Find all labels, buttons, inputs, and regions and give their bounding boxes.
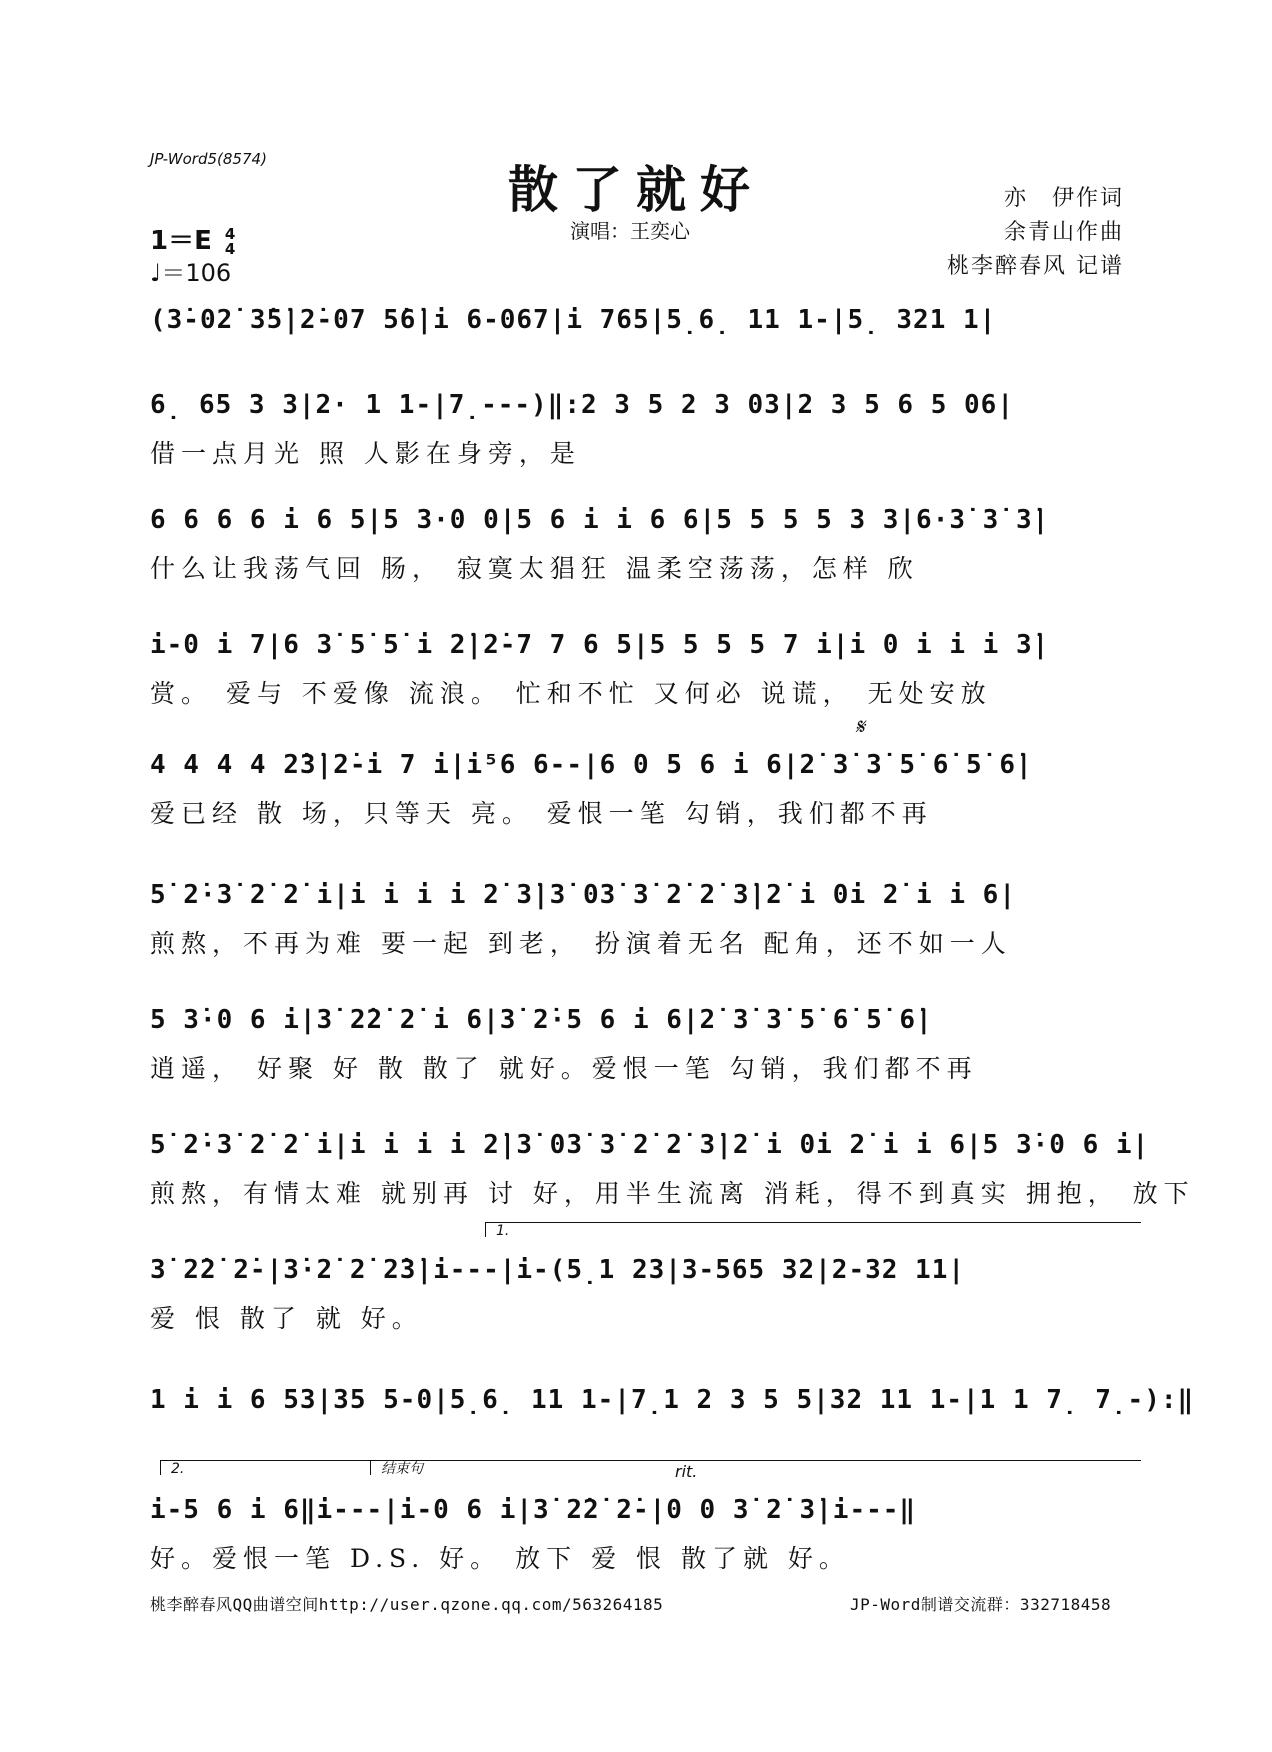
score-row [150,1130,1195,1210]
ending-phrase: 结束句 [370,1460,1141,1475]
rit-mark: rit. [675,1462,698,1481]
credits [936,182,1124,284]
lyrics-line: 爱 恨 散了 就 好。 [150,1304,423,1333]
notation-line: 6 6 6 6 i 6 5|5 3·0 0|5 6 i i 6 6|5 5 5 5 3 3|6·3̇ 3̇ 3̇| [150,505,1050,535]
score-row [150,505,1132,585]
source-label: JP-Word5(8574) [150,150,267,168]
score-row [150,1385,1195,1429]
key: 1＝E [150,226,212,256]
segno-mark: 𝄋 [855,715,865,740]
volta-2: 2. [160,1460,376,1475]
lyrics-line: 煎熬，有情太难 就别再 讨 好，用半生流离 消耗，得不到真实 拥抱， 放下 [150,1179,1195,1208]
lyrics-line: 借一点月光 照 人影在身旁，是 [150,439,581,468]
score-row [150,630,1132,710]
lyrics-line: 爱已经 散 场，只等天 亮。 爱恨一笔 勾销，我们都不再 [150,799,933,828]
notation-line: (3̇-02̇ 3̇5̇|2̇-07 5̇6̇|i 6-067|i 765|5̣6̣ 11 1-|5̣ 321 1| [150,305,997,335]
time-num: 4 [224,224,236,243]
lyrics-line: 逍遥， 好聚 好 散 散了 就好。爱恨一笔 勾销，我们都不再 [150,1054,978,1083]
notation-line: 5̇ 2̇·3̇ 2̇ 2̇ i|i i i i 2̇|3̇ 03̇ 3̇ 2̇ 2̇ 3̇|2̇ i 0i 2̇ i i 6|5 3̇·0 6 i| [150,1130,1150,1160]
notation-line: 3̇ 2̇2̇ 2̇-|3̇·2̇ 2̇ 2̇3̇|i---|i-(5̣1 23|3-565 32|2-32 11| [150,1255,966,1285]
notation-line: i-0 i 7|6 3̇ 5̇ 5̇ i 2̇|2̇-7 7 6 5|5 5 5 5 7 i|i 0 i i i 3̇| [150,630,1050,660]
score-row [150,750,1132,830]
notation-line: 6̣ 65 3 3|2· 1 1-|7̣---)‖:2 3 5 2 3 03|2 3 5 6 5 06| [150,390,1014,420]
lyrics-line: 赏。 爱与 不爱像 流浪。 忙和不忙 又何必 说谎， 无处安放 [150,679,992,708]
score-row [150,1005,1132,1085]
composer: 余青山作曲 [1003,220,1124,245]
time-signature [224,224,236,258]
notation-line: 4 4 4 4 2̇3̇|2̇-i 7 i|i⁵6 6--|6 0 5 6 i 6|2̇ 3̇ 3̇ 5̇ 6̇ 5̇ 6̇| [150,750,1033,780]
footer-left: 桃李醉春风QQ曲谱空间http://user.qzone.qq.com/563264185 [150,1595,664,1614]
score-row [150,305,1132,349]
score-row [150,1495,1132,1575]
footer-right: JP-Word制谱交流群：332718458 [850,1595,1112,1614]
transcriber: 桃李醉春风 记谱 [947,254,1124,279]
notation-line: 1 i i 6 53|35 5-0|5̣6̣ 11 1-|7̣1 2 3 5 5|32 11 1-|1 1 7̣ 7̣-):‖ [150,1385,1195,1415]
time-den: 4 [224,239,236,258]
notation-line: 5̇ 2̇·3̇ 2̇ 2̇ i|i i i i 2̇ 3̇|3̇ 03̇ 3̇ 2̇ 2̇ 3̇|2̇ i 0i 2̇ i i 6| [150,880,1016,910]
volta-1: 1. [485,1222,1141,1237]
lyricist: 亦 伊作词 [1003,186,1124,211]
tempo: ♩＝106 [150,259,232,287]
song-title: 散了就好 [508,160,764,219]
lyrics-line: 煎熬，不再为难 要一起 到老， 扮演着无名 配角，还不如一人 [150,929,1012,958]
singer: 演唱：王奕心 [570,219,690,243]
lyrics-line: 好。爱恨一笔 D.S. 好。 放下 爱 恨 散了就 好。 [150,1544,850,1573]
key-signature [150,220,235,257]
score-row [150,390,1132,470]
notation-line: 5 3̇·0 6 i|3̇ 2̇2̇ 2̇ i 6|3̇ 2̇·5 6 i 6|2̇ 3̇ 3̇ 5̇ 6̇ 5̇ 6̇| [150,1005,933,1035]
lyrics-line: 什么让我荡气回 肠， 寂寞太猖狂 温柔空荡荡，怎样 欣 [150,554,919,583]
score-row [150,880,1132,960]
score-row [150,1255,1132,1335]
notation-line: i-5 6 i 6‖i---|i-0 6 i|3̇ 2̇2̇ 2̇-|0 0 3̇ 2̇ 3̇|i---‖ [150,1495,917,1525]
